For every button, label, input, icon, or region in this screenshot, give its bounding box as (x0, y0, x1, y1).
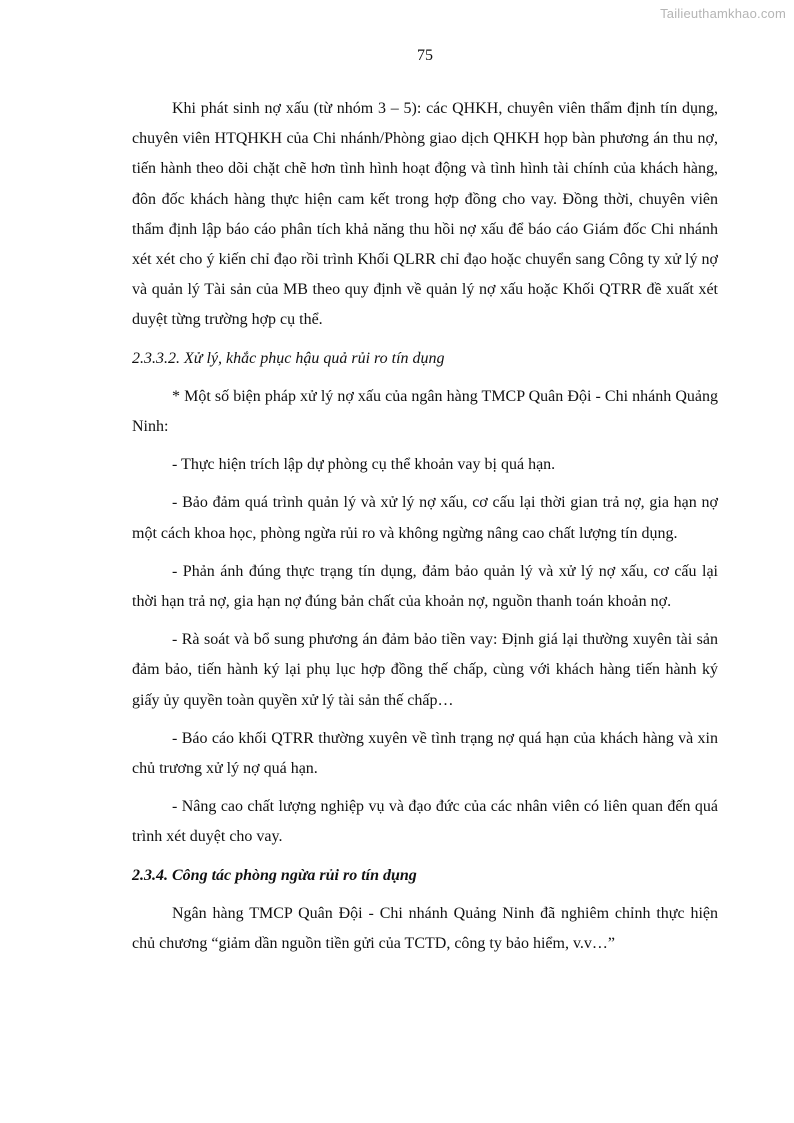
paragraph-measure-provision: - Thực hiện trích lập dự phòng cụ thể khoản vay bị quá hạn. (172, 456, 556, 474)
paragraph-bad-debt-handling: Khi phát sinh nợ xấu (từ nhóm 3 – 5): các QHKH, chuyên viên thẩm định tín dụng, chuyên viên HTQHKH của Chi nhánh/Phòng giao dịch QHKH họp bàn phương án thu nợ, tiến hành theo dõi chặt chẽ hơn tình hình hoạt động và tình hình tài chính của khách hàng, đôn đốc khách hàng thực hiện cam kết trong hợp đồng cho vay. Đồng thời, chuyên viên thẩm định lập báo cáo phân tích khả năng thu hồi nợ xấu để báo cáo Giám đốc Chi nhánh xét xét cho ý kiến chỉ đạo rồi trình Khối QLRR chỉ đạo hoặc chuyển sang Công ty xử lý nợ và quản lý Tài sản của MB theo quy định về quản lý nợ xấu hoặc Khối QTRR đề xuất xét duyệt từng trường hợp cụ thể. (132, 100, 718, 329)
paragraph-measure-restructure: - Bảo đảm quá trình quản lý và xử lý nợ xấu, cơ cấu lại thời gian trả nợ, gia hạn nợ một cách khoa học, phòng ngừa rủi ro và không ngừng nâng cao chất lượng tín dụng. (132, 494, 718, 542)
section-heading-2-3-3-2: 2.3.3.2. Xử lý, khắc phục hậu quả rủi ro tín dụng (132, 349, 445, 367)
paragraph-measure-staff: - Nâng cao chất lượng nghiệp vụ và đạo đức của các nhân viên có liên quan đến quá trình xét duyệt cho vay. (132, 798, 718, 846)
paragraph-measures-intro: * Một số biện pháp xử lý nợ xấu của ngân hàng TMCP Quân Đội - Chi nhánh Quảng Ninh: (132, 387, 718, 436)
paragraph-measure-collateral: - Rà soát và bổ sung phương án đảm bảo tiền vay: Định giá lại thường xuyên tài sản đảm bảo, tiến hành ký lại phụ lục hợp đồng thế chấp, cùng với khách hàng tiến hành ký giấy ủy quyền toàn quyền xử lý tài sản thế chấp… (132, 631, 718, 709)
document-body (132, 94, 718, 959)
watermark-text: Tailieuthamkhao.com (660, 6, 786, 21)
paragraph-measure-reflect: - Phản ánh đúng thực trạng tín dụng, đảm bảo quản lý và xử lý nợ xấu, cơ cấu lại thời hạn trả nợ, gia hạn nợ đúng bản chất của khoản nợ, nguồn thanh toán khoản nợ. (132, 562, 718, 611)
page-number: 75 (417, 47, 433, 64)
section-heading-2-3-4: 2.3.4. Công tác phòng ngừa rủi ro tín dụng (132, 866, 417, 884)
paragraph-measure-report: - Báo cáo khối QTRR thường xuyên về tình trạng nợ quá hạn của khách hàng và xin chủ trương xử lý nợ quá hạn. (132, 729, 718, 778)
paragraph-prevention: Ngân hàng TMCP Quân Đội - Chi nhánh Quảng Ninh đã nghiêm chỉnh thực hiện chủ chương “giảm dần nguồn tiền gửi của TCTD, công ty bảo hiểm, v.v…” (132, 904, 718, 953)
